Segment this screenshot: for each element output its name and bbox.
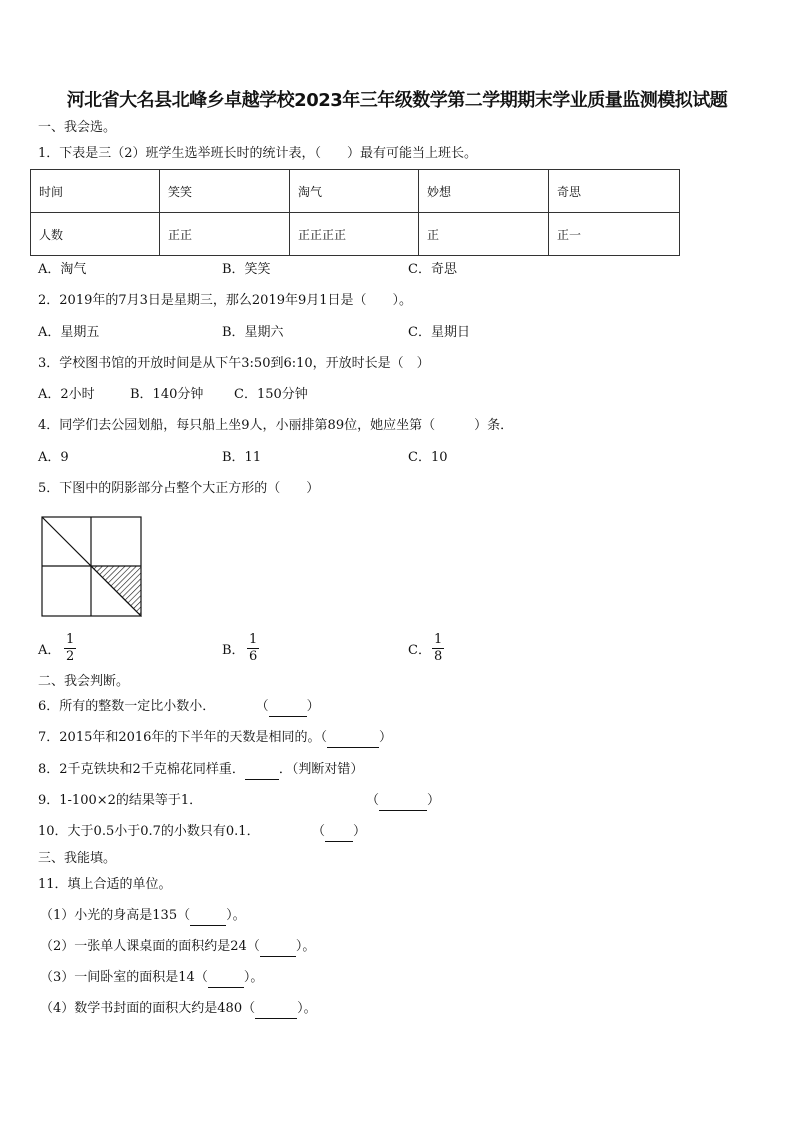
- q5-option-a-label[interactable]: A．: [38, 643, 61, 658]
- q11-item-prefix: （2）一张单人课桌面的面积约是24（: [40, 939, 260, 954]
- q11-item-1: [40, 907, 246, 926]
- section-1-heading: 一、我会选。: [38, 120, 117, 135]
- q11-item-suffix: ）。: [226, 908, 246, 923]
- question-9-answer: [366, 792, 440, 811]
- paren-open: （: [255, 699, 269, 714]
- square-figure: [40, 515, 144, 617]
- q4-option-c[interactable]: C．10: [408, 450, 448, 465]
- question-3-text: 3．学校图书馆的开放时间是从下午3:50到6:10，开放时长是（ ）: [38, 356, 430, 371]
- table-row: [31, 213, 680, 256]
- q3-option-c[interactable]: C．150分钟: [234, 387, 308, 402]
- table-cell: 正: [419, 213, 549, 256]
- section-3-heading: 三、我能填。: [38, 851, 117, 866]
- question-7: [38, 729, 392, 748]
- question-10-answer: [312, 823, 366, 842]
- denominator: 8: [434, 649, 443, 664]
- q2-option-a[interactable]: A．星期五: [38, 325, 100, 340]
- answer-blank[interactable]: [190, 907, 226, 926]
- question-10-text: 10．大于0.5小于0.7的小数只有0.1．: [38, 824, 260, 839]
- question-6-text: 6．所有的整数一定比小数小．: [38, 699, 216, 714]
- q5-option-a-fraction: [64, 632, 76, 665]
- q11-item-suffix: ）。: [297, 1001, 317, 1016]
- paren-open: （: [320, 730, 327, 745]
- question-11-text: 11．填上合适的单位。: [38, 877, 172, 892]
- q5-option-c-label[interactable]: C．: [408, 643, 431, 658]
- q11-item-3: [40, 969, 263, 988]
- table-cell: 人数: [31, 213, 160, 256]
- q11-item-4: [40, 1000, 317, 1019]
- question-5-text: 5．下图中的阴影部分占整个大正方形的（ ）: [38, 481, 320, 496]
- paren-close: ）: [427, 793, 441, 808]
- question-9: [38, 792, 202, 810]
- question-8-suffix: ．（判断对错）: [278, 762, 364, 777]
- question-9-text: 9．1-100×2的结果等于1．: [38, 793, 203, 808]
- q5-option-c-fraction: [432, 632, 444, 665]
- tally-table: [30, 169, 680, 256]
- q3-option-b[interactable]: B．140分钟: [130, 387, 204, 402]
- q2-option-c[interactable]: C．星期日: [408, 325, 470, 340]
- answer-blank[interactable]: [208, 969, 244, 988]
- q1-option-a[interactable]: A．淘气: [38, 262, 87, 277]
- table-cell: 奇思: [549, 170, 680, 213]
- paren-open: （: [366, 793, 380, 808]
- answer-blank[interactable]: [255, 1000, 297, 1019]
- question-7-text: 7．2015年和2016年的下半年的天数是相同的。: [38, 730, 321, 745]
- q11-item-suffix: ）。: [295, 939, 316, 954]
- table-cell: 笑笑: [160, 170, 290, 213]
- table-cell: 正正: [160, 213, 290, 256]
- q1-option-c[interactable]: C．奇思: [408, 262, 457, 277]
- section-2-heading: 二、我会判断。: [38, 674, 130, 689]
- table-cell: 妙想: [419, 170, 549, 213]
- q3-option-a[interactable]: A．2小时: [38, 387, 95, 402]
- question-8: [38, 761, 363, 780]
- q11-item-prefix: （3）一间卧室的面积是14（: [40, 970, 208, 985]
- q11-item-2: [40, 938, 315, 957]
- table-cell: 淘气: [290, 170, 419, 213]
- answer-blank[interactable]: [245, 761, 279, 780]
- paren-close: ）: [306, 699, 320, 714]
- question-8-text: 8．2千克铁块和2千克棉花同样重．: [38, 762, 245, 777]
- numerator: 1: [249, 632, 258, 647]
- question-4-text: 4．同学们去公园划船，每只船上坐9人，小丽排第89位，她应坐第（ ）条．: [38, 418, 514, 433]
- answer-blank[interactable]: [260, 938, 296, 957]
- paren-close: ）: [378, 730, 392, 745]
- exam-title: 河北省大名县北峰乡卓越学校2023年三年级数学第二学期期末学业质量监测模拟试题: [66, 90, 728, 111]
- q1-option-b[interactable]: B．笑笑: [222, 262, 271, 277]
- q5-option-b-label[interactable]: B．: [222, 643, 245, 658]
- paren-open: （: [312, 824, 326, 839]
- q5-option-b-fraction: [247, 632, 259, 665]
- question-10: [38, 823, 260, 841]
- q11-item-prefix: （4）数学书封面的面积大约是480（: [40, 1001, 256, 1016]
- question-2-text: 2．2019年的7月3日是星期三，那么2019年9月1日是（ ）。: [38, 293, 413, 308]
- table-cell: 正正正正: [290, 213, 419, 256]
- answer-blank[interactable]: [379, 792, 427, 811]
- table-cell: 时间: [31, 170, 160, 213]
- q11-item-prefix: （1）小光的身高是135（: [40, 908, 191, 923]
- question-1-text: 1．下表是三（2）班学生选举班长时的统计表，（ ）最有可能当上班长。: [38, 146, 478, 161]
- table-row: [31, 170, 680, 213]
- numerator: 1: [66, 632, 75, 647]
- numerator: 1: [434, 632, 443, 647]
- q4-option-a[interactable]: A．9: [38, 450, 69, 465]
- answer-blank[interactable]: [325, 823, 353, 842]
- answer-blank[interactable]: [327, 729, 379, 748]
- denominator: 6: [249, 649, 258, 664]
- q4-option-b[interactable]: B．11: [222, 450, 262, 465]
- table-cell: 正一: [549, 213, 680, 256]
- answer-blank[interactable]: [269, 698, 307, 717]
- q11-item-suffix: ）。: [243, 970, 264, 985]
- paren-close: ）: [353, 824, 367, 839]
- denominator: 2: [66, 649, 75, 664]
- question-6: [38, 698, 320, 717]
- q2-option-b[interactable]: B．星期六: [222, 325, 284, 340]
